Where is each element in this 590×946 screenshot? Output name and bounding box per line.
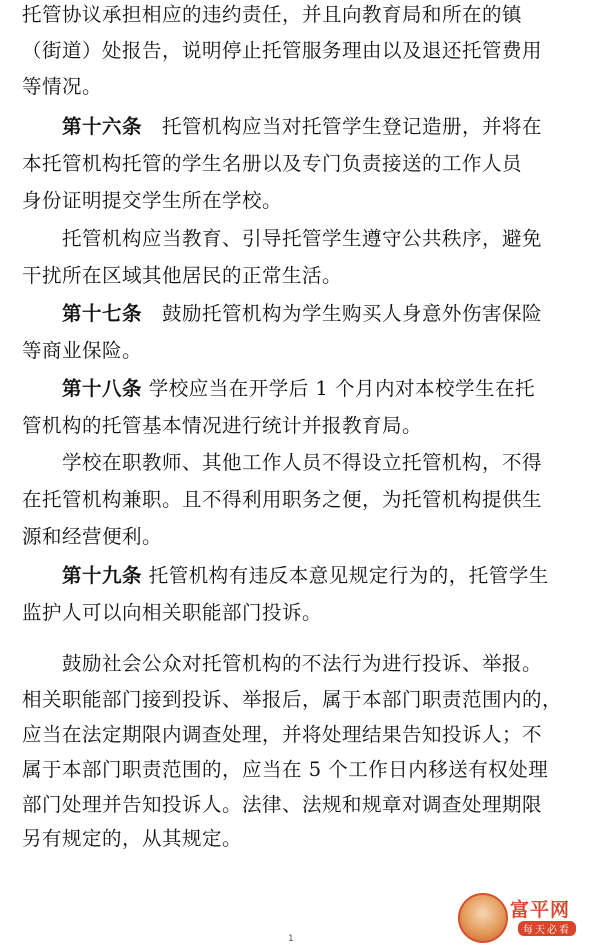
text-line: 干扰所在区域其他居民的正常生活。 bbox=[22, 264, 343, 287]
site-watermark bbox=[458, 893, 588, 943]
page-number: 1 bbox=[288, 934, 294, 944]
text-line: 管机构的托管基本情况进行统计并报教育局。 bbox=[22, 414, 423, 437]
article-heading: 第十八条 bbox=[62, 377, 143, 400]
text-line: 学校在职教师、其他工作人员不得设立托管机构，不得 bbox=[62, 451, 543, 474]
article-18-line: 第十八条 学校应当在开学后 1 个月内对本校学生在托 bbox=[62, 377, 536, 400]
text-line: （街道）处报告，说明停止托管服务理由以及退还托管费用 bbox=[22, 39, 543, 62]
article-16-line: 第十六条 托管机构应当对托管学生登记造册，并将在 bbox=[62, 115, 543, 138]
text-line: 另有规定的，从其规定。 bbox=[22, 827, 243, 850]
text-line: 监护人可以向相关职能部门投诉。 bbox=[22, 601, 323, 624]
text-line: 鼓励社会公众对托管机构的不法行为进行投诉、举报。 bbox=[62, 652, 543, 675]
text-line: 本托管机构托管的学生名册以及专门负责接送的工作人员 bbox=[22, 152, 523, 175]
text-line: 身份证明提交学生所在学校。 bbox=[22, 189, 283, 212]
text-line: 托管协议承担相应的违约责任，并且向教育局和所在的镇 bbox=[22, 3, 523, 26]
watermark-title: 富平网 bbox=[510, 899, 571, 921]
article-19-line: 第十九条 托管机构有违反本意见规定行为的，托管学生 bbox=[62, 564, 549, 587]
text-line: 等情况。 bbox=[22, 75, 103, 98]
text-line: 部门处理并告知投诉人。法律、法规和规章对调查处理期限 bbox=[22, 793, 543, 816]
text-line: 托管机构应当教育、引导托管学生遵守公共秩序，避免 bbox=[62, 227, 543, 250]
text-line: 等商业保险。 bbox=[22, 339, 143, 362]
text-line: 在托管机构兼职。且不得利用职务之便，为托管机构提供生 bbox=[22, 488, 543, 511]
text-line: 应当在法定期限内调查处理，并将处理结果告知投诉人；不 bbox=[22, 723, 543, 746]
text-line: 属于本部门职责范围的，应当在 5 个工作日内移送有权处理 bbox=[22, 758, 549, 781]
watermark-subtitle: 每天必看 bbox=[518, 921, 576, 936]
article-heading: 第十六条 bbox=[62, 115, 143, 138]
article-17-line: 第十七条 鼓励托管机构为学生购买人身意外伤害保险 bbox=[62, 302, 543, 325]
article-heading: 第十九条 bbox=[62, 564, 143, 587]
text-line: 相关职能部门接到投诉、举报后，属于本部门职责范围内的， bbox=[22, 688, 563, 711]
text-line: 源和经营便利。 bbox=[22, 525, 163, 548]
article-heading: 第十七条 bbox=[62, 302, 143, 325]
watermark-logo-icon bbox=[458, 893, 508, 943]
